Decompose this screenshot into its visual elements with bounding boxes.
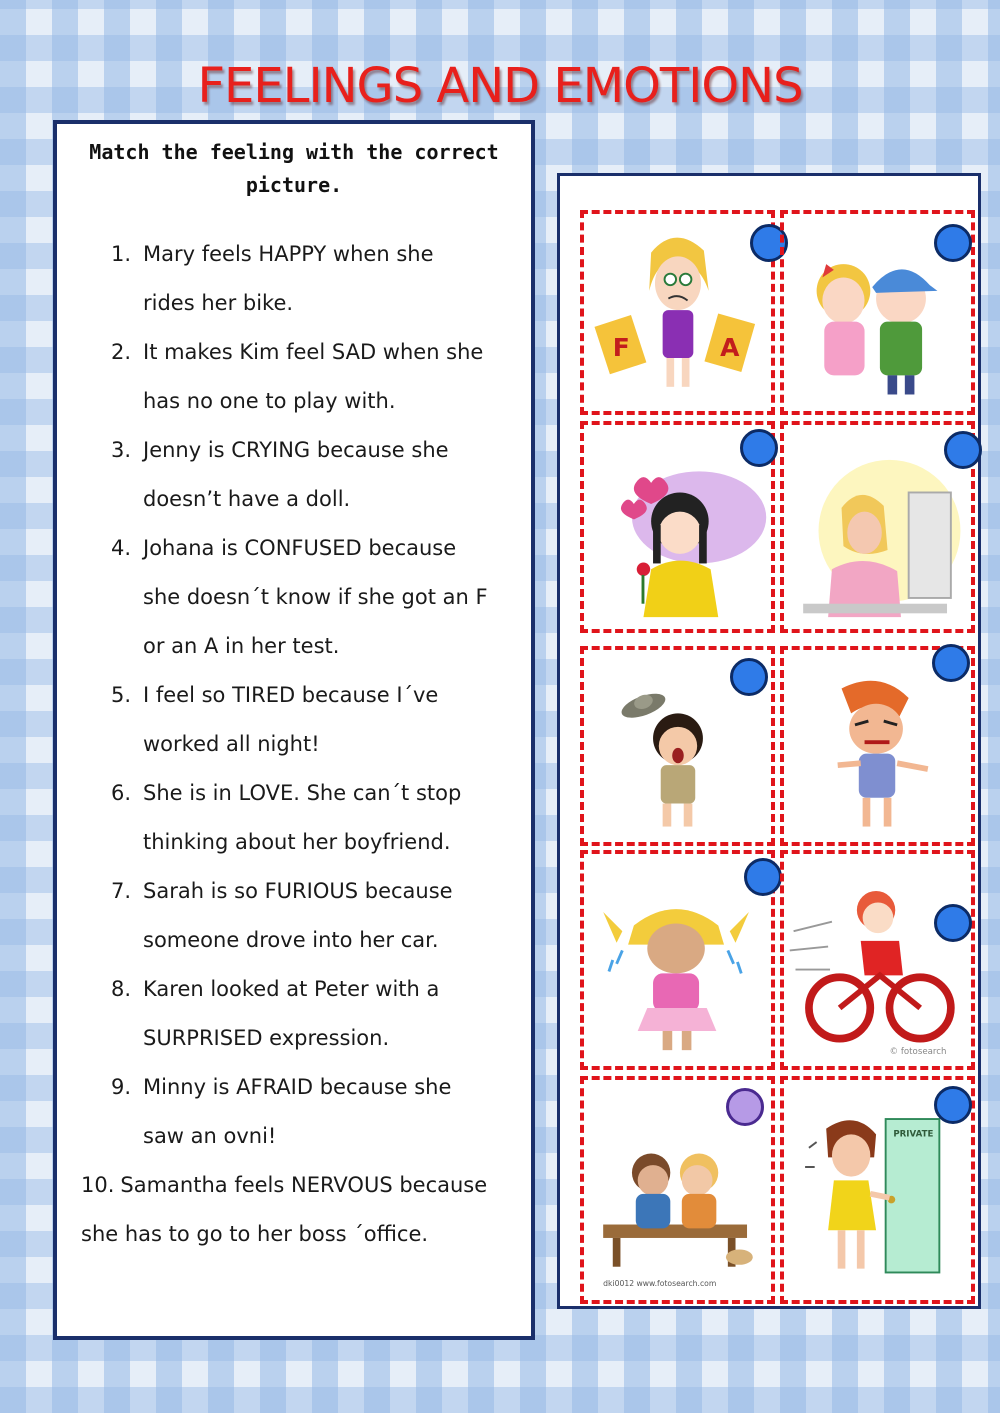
picture-crying[interactable] — [580, 850, 775, 1070]
match-dot[interactable] — [730, 658, 768, 696]
picture-afraid[interactable] — [580, 646, 775, 846]
door-sign-text: PRIVATE — [893, 1129, 934, 1140]
question-8: 8. Karen looked at Peter with a SURPRISED expression. — [111, 977, 440, 1050]
picture-tired[interactable] — [780, 421, 975, 633]
match-dot[interactable] — [740, 429, 778, 467]
question-5: 5. I feel so TIRED because I´ve worked all night! — [111, 683, 439, 756]
letter-f: F — [612, 333, 630, 363]
question-list — [57, 230, 535, 1259]
picture-love[interactable] — [580, 421, 775, 633]
picture-confused[interactable] — [580, 210, 775, 415]
question-7: 7. Sarah is so FURIOUS because someone drove into her car. — [111, 879, 453, 952]
pictures-panel — [557, 173, 981, 1309]
match-dot[interactable] — [944, 431, 982, 469]
questions-panel — [53, 120, 535, 1340]
picture-sad[interactable] — [780, 210, 975, 415]
watermark-caption: © fotosearch — [889, 1046, 947, 1057]
happy-girl-bike-illustration — [784, 854, 971, 1066]
question-3: 3. Jenny is CRYING because she doesn’t have a doll. — [111, 438, 449, 511]
match-dot-selected[interactable] — [726, 1088, 764, 1126]
match-dot[interactable] — [932, 644, 970, 682]
instructions-text: Match the feeling with the correct picture. — [89, 140, 499, 197]
match-dot[interactable] — [744, 858, 782, 896]
question-9: 9. Minny is AFRAID because she saw an ovni! — [111, 1075, 452, 1148]
confused-girl-illustration — [584, 214, 771, 411]
match-dot[interactable] — [934, 1086, 972, 1124]
page-title: FEELINGS AND EMOTIONS — [197, 58, 803, 114]
picture-surprised[interactable] — [580, 1076, 775, 1304]
question-4: 4. Johana is CONFUSED because she doesn´t know if she got an F or an A in her test. — [111, 536, 488, 658]
picture-nervous[interactable] — [780, 1076, 975, 1304]
match-dot[interactable] — [934, 904, 972, 942]
picture-happy[interactable] — [780, 850, 975, 1070]
question-6: 6. She is in LOVE. She can´t stop thinking about her boyfriend. — [111, 781, 462, 854]
watermark-caption: dki0012 www.fotosearch.com — [603, 1278, 717, 1288]
match-dot[interactable] — [934, 224, 972, 262]
crying-girl-illustration — [584, 854, 771, 1066]
question-2: 2. It makes Kim feel SAD when she has no one to play with. — [111, 340, 484, 413]
question-10: 10. Samantha feels NERVOUS because she has to go to her boss ´office. — [81, 1173, 488, 1246]
picture-furious[interactable] — [780, 646, 975, 846]
question-1: 1. Mary feels HAPPY when she rides her bike. — [111, 242, 434, 315]
tired-woman-illustration — [784, 425, 971, 629]
letter-a: A — [720, 333, 740, 363]
